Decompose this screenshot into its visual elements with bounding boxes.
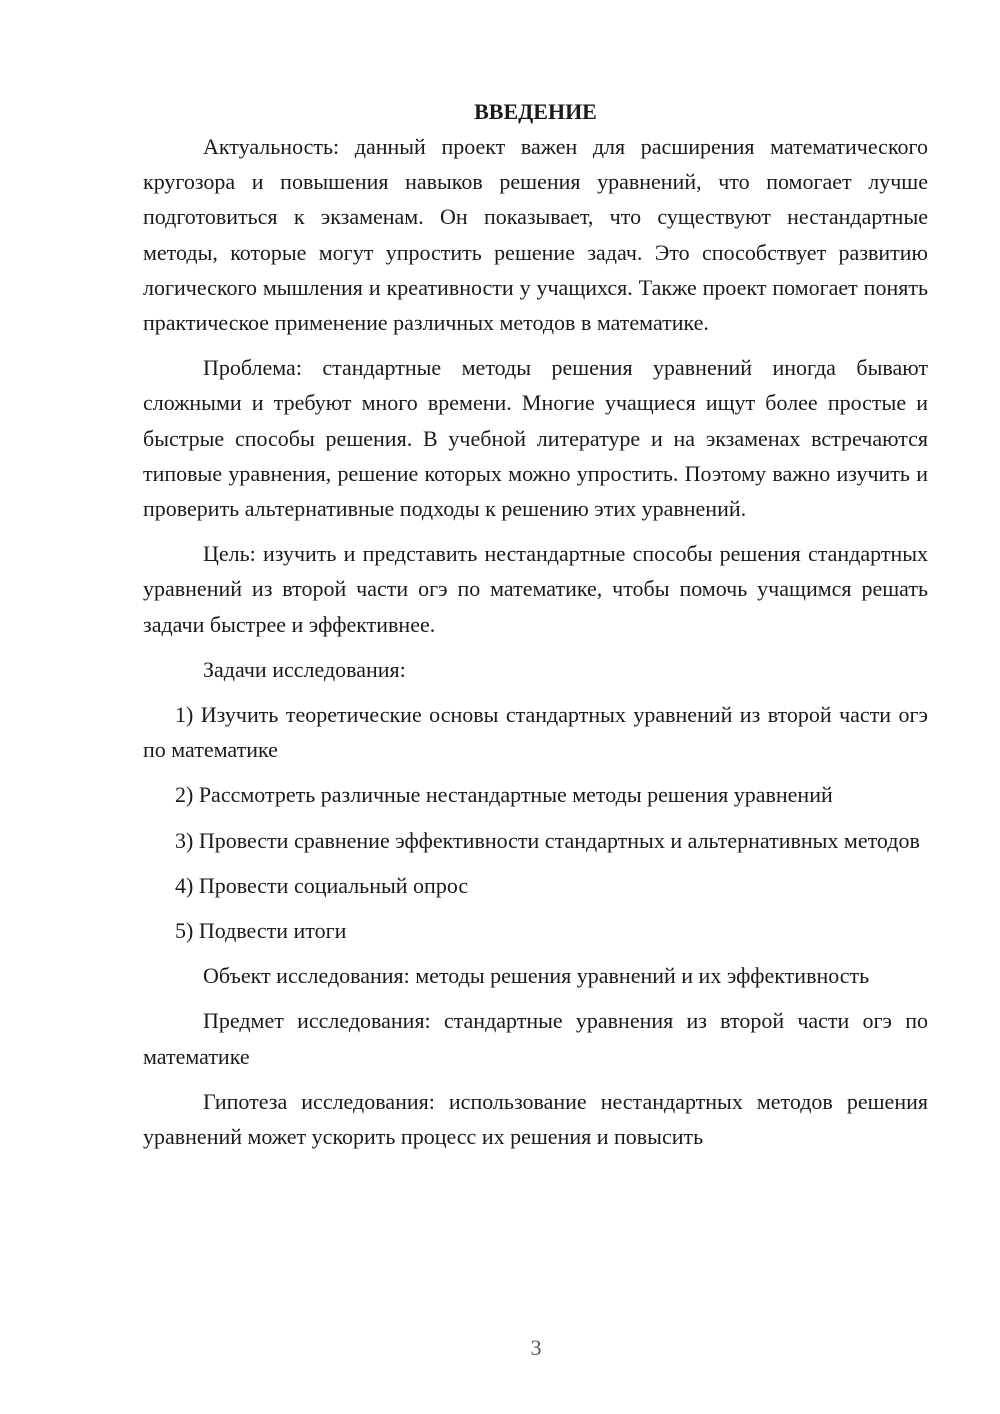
paragraph-subject: Предмет исследования: стандартные уравнения из второй части огэ по математике xyxy=(143,1008,928,1069)
page-number: 3 xyxy=(530,1335,542,1360)
document-page xyxy=(143,94,928,1154)
task-item-3: 3) Провести сравнение эффективности стандартных и альтернативных методов xyxy=(175,827,920,853)
paragraph-goal: Цель: изучить и представить нестандартные способы решения стандартных уравнений из второй части огэ по математике, чтобы помочь учащимся решать задачи быстрее и эффективнее. xyxy=(143,541,928,637)
paragraph-relevance: Актуальность: данный проект важен для расширения математического кругозора и повышения навыков решения уравнений, что помогает лучше подготовиться к экзаменам. Он показывает, что существуют нестандартные методы, которые могут упростить решение задач. Это способствует развитию логического мышления и креативности у учащихся. Также проект помогает понять практическое применение различных методов в математике. xyxy=(143,134,928,336)
paragraph-problem: Проблема: стандартные методы решения уравнений иногда бывают сложными и требуют много времени. Многие учащиеся ищут более простые и быстрые способы решения. В учебной литературе и на экзаменах встречаются типовые уравнения, решение которых можно упростить. Поэтому важно изучить и проверить альтернативные подходы к решению этих уравнений. xyxy=(143,355,928,522)
section-title: ВВЕДЕНИЕ xyxy=(474,99,597,124)
paragraph-tasks-heading: Задачи исследования: xyxy=(203,656,406,682)
task-item-1: 1) Изучить теоретические основы стандартных уравнений из второй части огэ по математике xyxy=(143,702,928,763)
paragraph-hypothesis: Гипотеза исследования: использование нестандартных методов решения уравнений может ускорить процесс их решения и повысить xyxy=(143,1088,928,1150)
task-item-5: 5) Подвести итоги xyxy=(175,918,347,944)
task-item-2: 2) Рассмотреть различные нестандартные методы решения уравнений xyxy=(175,782,833,808)
paragraph-object: Объект исследования: методы решения уравнений и их эффективность xyxy=(203,963,870,989)
task-item-4: 4) Провести социальный опрос xyxy=(175,872,469,898)
